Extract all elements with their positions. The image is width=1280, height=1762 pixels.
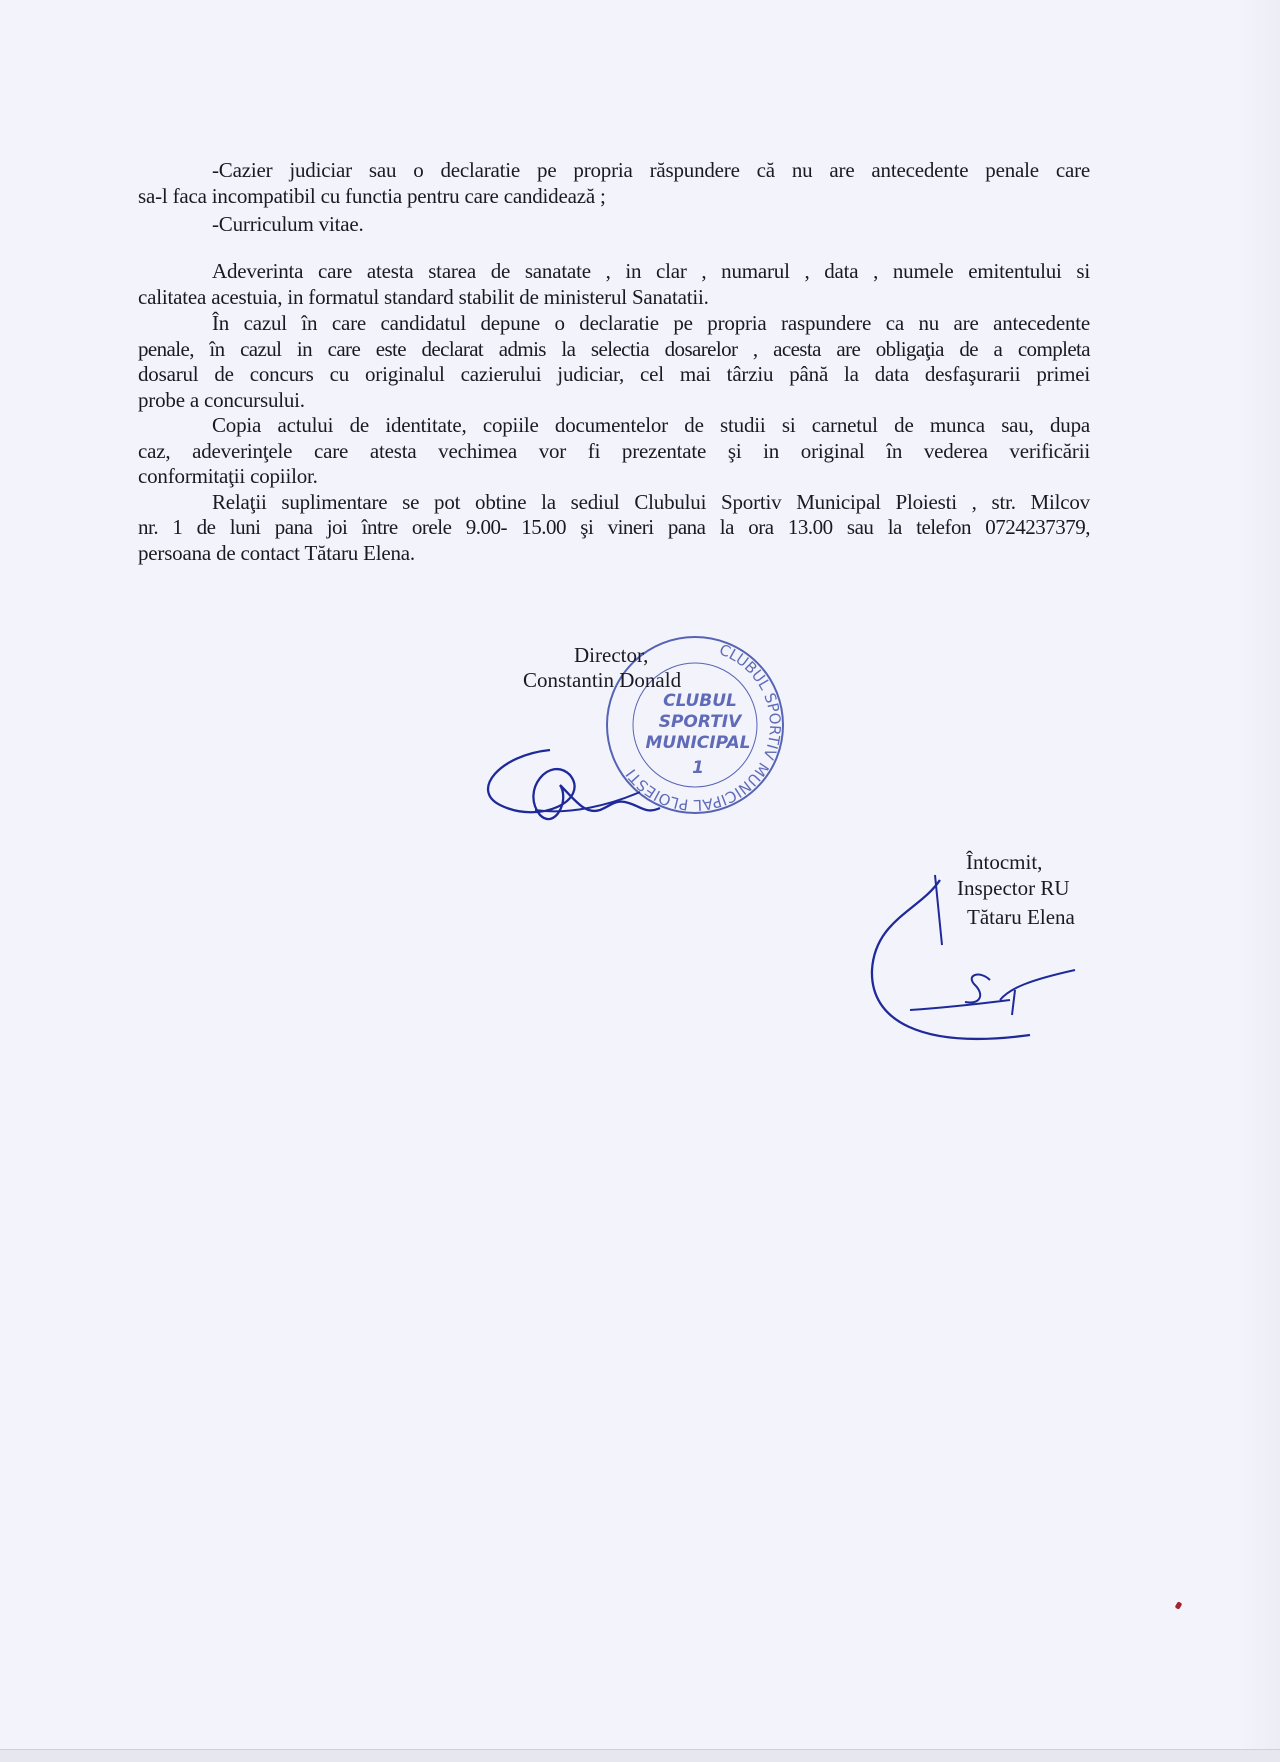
stamp-ring-text: CLUBUL SPORTIV MUNICIPAL PLOIESTI bbox=[622, 640, 785, 815]
text-line: nr. 1 de luni pana joi între orele 9.00- 15.00 şi vineri pana la ora 13.00 sau la telefon 0724237379, bbox=[138, 515, 1090, 539]
text-line: calitatea acestuia, in formatul standard stabilit de ministerul Sanatatii. bbox=[138, 285, 709, 309]
text-line: Adeverinta care atesta starea de sanatate , in clar , numarul , data , numele emitentului si bbox=[212, 259, 1090, 283]
text-line: Relaţii suplimentare se pot obtine la sediul Clubului Sportiv Municipal Ploiesti , str. Milcov bbox=[212, 490, 1090, 514]
text-line: -Curriculum vitae. bbox=[212, 212, 364, 236]
text-line: penale, în cazul in care este declarat admis la selectia dosarelor , acesta are obligaţia de a completa bbox=[138, 337, 1090, 361]
text-line: conformitaţii copiilor. bbox=[138, 464, 318, 488]
text-line: -Cazier judiciar sau o declaratie pe propria răspundere că nu are antecedente penale care bbox=[212, 158, 1090, 182]
prepared-by-role: Inspector RU bbox=[957, 876, 1070, 900]
text-line: sa-l faca incompatibil cu functia pentru care candidează ; bbox=[138, 184, 606, 208]
prepared-by-label: Întocmit, bbox=[966, 850, 1043, 874]
text-line: Copia actului de identitate, copiile documentelor de studii si carnetul de munca sau, dupa bbox=[212, 413, 1090, 437]
text-line: persoana de contact Tătaru Elena. bbox=[138, 541, 415, 565]
stamp-line: MUNICIPAL bbox=[645, 733, 751, 753]
text-line: probe a concursului. bbox=[138, 388, 305, 412]
director-title: Director, bbox=[574, 643, 649, 667]
prepared-by-name: Tătaru Elena bbox=[967, 905, 1075, 929]
stamp-line: CLUBUL bbox=[663, 691, 737, 711]
text-line: dosarul de concurs cu originalul cazierului judiciar, cel mai târziu până la data desfaşurarii primei bbox=[138, 362, 1090, 386]
ink-mark bbox=[1175, 1601, 1183, 1610]
scan-bottom-edge bbox=[0, 1749, 1280, 1762]
stamp-line: SPORTIV bbox=[658, 712, 742, 732]
scan-edge bbox=[1240, 0, 1280, 1762]
inspector-signature bbox=[860, 870, 1100, 1070]
text-line: În cazul în care candidatul depune o declaratie pe propria raspundere ca nu are antecedente bbox=[212, 311, 1090, 335]
director-signature bbox=[480, 730, 740, 850]
stamp-line: 1 bbox=[692, 758, 704, 778]
director-name: Constantin Donald bbox=[523, 668, 682, 692]
text-line: caz, adeverinţele care atesta vechimea vor fi prezentate şi in original în vederea verificării bbox=[138, 439, 1090, 463]
